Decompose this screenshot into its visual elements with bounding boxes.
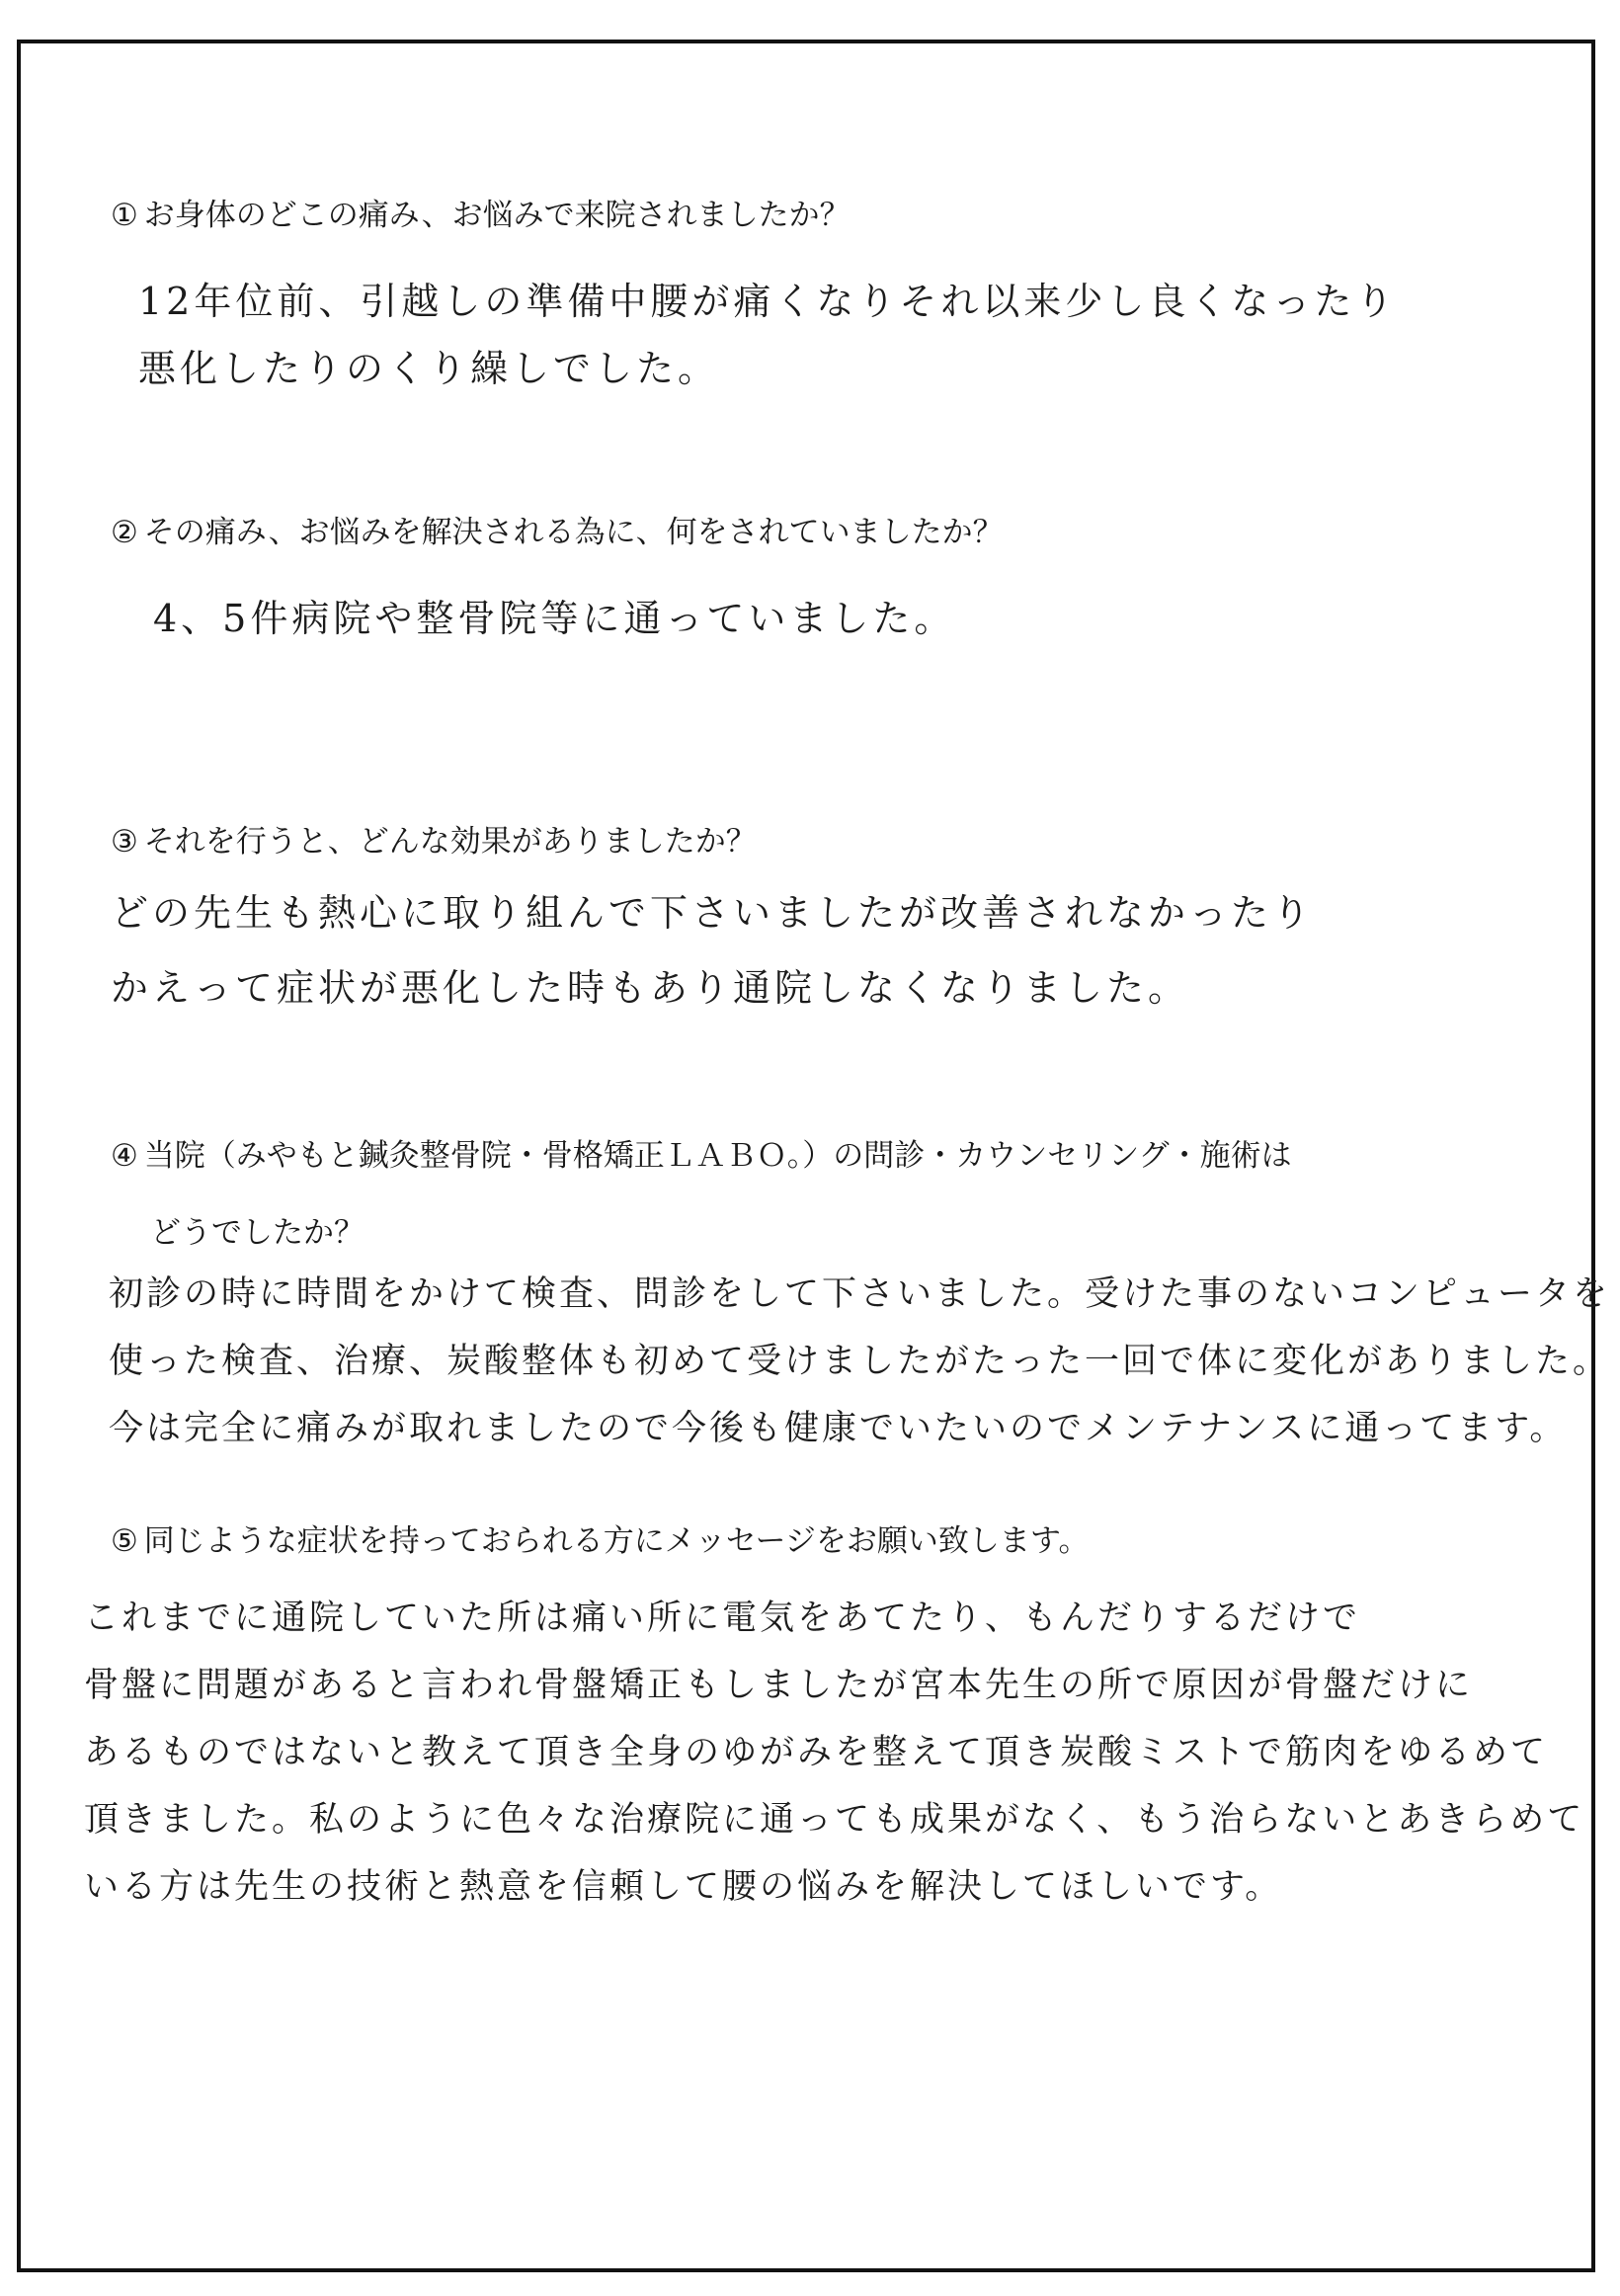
question-2-text: その痛み、お悩みを解決される為に、何をされていましたか？ <box>143 515 1004 550</box>
question-4-text-cont: どうでしたか？ <box>150 1215 364 1251</box>
answer-3-line: かえって症状が悪化した時もあり通院しなくなりました。 <box>111 966 1190 1010</box>
question-3-number: ③ <box>111 824 138 860</box>
answer-5-line: これまでに通院していた所は痛い所に電気をあてたり、もんだりするだけで <box>84 1599 1361 1638</box>
question-4-continued <box>150 1213 364 1253</box>
answer-2-line: 4、5件病院や整骨院等に通っていました。 <box>153 597 956 640</box>
answer-1-line: 悪化したりのくり繰しでした。 <box>138 347 720 390</box>
question-2 <box>111 513 1004 552</box>
question-2-number: ② <box>111 515 138 550</box>
answer-3-line: どの先生も熱心に取り組んで下さいましたが改善されなかったり <box>111 891 1315 935</box>
answer-5-line: あるものではないと教えて頂き全身のゆがみを整えて頂き炭酸ミストで筋肉をゆるめて <box>84 1733 1549 1772</box>
answer-2 <box>153 589 955 656</box>
answer-5-line: 骨盤に問題があると言われ骨盤矯正もしましたが宮本先生の所で原因が骨盤だけに <box>84 1666 1474 1705</box>
question-5-text: 同じような症状を持っておられる方にメッセージをお願い致します。 <box>143 1523 1090 1559</box>
answer-4-line: 初診の時に時間をかけて検査、問診をして下さいました。受けた事のないコンピュータを <box>109 1274 1611 1314</box>
question-3-text: それを行うと、どんな効果がありましたか？ <box>143 824 757 860</box>
answer-5 <box>84 1589 1584 1925</box>
question-4 <box>111 1136 1292 1176</box>
question-3 <box>111 822 757 861</box>
answer-4-line: 使った検査、治療、炭酸整体も初めて受けましたがたった一回で体に変化がありました。 <box>109 1342 1611 1381</box>
question-1-number: ① <box>111 198 138 233</box>
question-4-text: 当院（みやもと鍼灸整骨院・骨格矯正ＬＡＢＯ。）の問診・カウンセリング・施術は <box>143 1138 1292 1174</box>
question-1 <box>111 196 850 235</box>
answer-1-line: 12年位前、引越しの準備中腰が痛くなりそれ以来少し良くなったり <box>138 280 1398 323</box>
question-4-number: ④ <box>111 1138 138 1174</box>
question-1-text: お身体のどこの痛み、お悩みで来院されましたか？ <box>143 198 850 233</box>
answer-4-line: 今は完全に痛みが取れましたので今後も健康でいたいのでメンテナンスに通ってます。 <box>109 1409 1568 1448</box>
answer-4 <box>109 1265 1610 1466</box>
answer-1 <box>138 272 1397 406</box>
answer-3 <box>111 883 1314 1025</box>
answer-5-line: 頂きました。私のように色々な治療院に通っても成果がなく、もう治らないとあきらめて <box>84 1800 1585 1840</box>
question-5-number: ⑤ <box>111 1523 138 1559</box>
answer-5-line: いる方は先生の技術と熱意を信頼して腰の悩みを解決してほしいです。 <box>84 1867 1283 1907</box>
question-5 <box>111 1521 1089 1561</box>
